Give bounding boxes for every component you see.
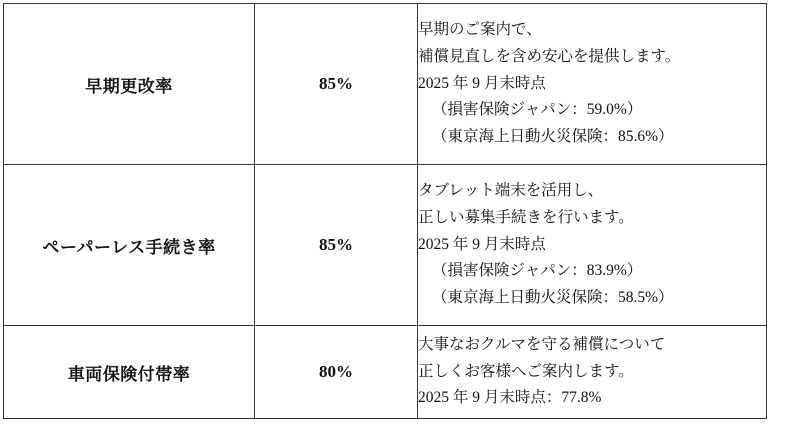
detail-line: 2025 年 9 月末時点：77.8% (418, 389, 602, 407)
metric-value: 85% (255, 165, 418, 326)
metric-value: 85% (255, 4, 418, 165)
detail-line: 大事なおクルマを守る補償について (418, 336, 666, 354)
table-row (4, 326, 767, 419)
detail-line: 2025 年 9 月末時点 (418, 235, 546, 253)
detail-line: （損害保険ジャパン：83.9%） (432, 262, 643, 280)
metric-value: 80% (255, 326, 418, 419)
metric-label: ペーパーレス手続き率 (4, 165, 255, 326)
detail-line: （損害保険ジャパン：59.0%） (432, 101, 643, 119)
detail-line: 正しくお客様へご案内します。 (418, 362, 634, 380)
metric-detail (418, 4, 767, 165)
document-page (0, 3, 791, 427)
metric-detail (418, 165, 767, 326)
metrics-table-body (4, 4, 767, 419)
metrics-table (3, 3, 767, 419)
metric-label: 車両保険付帯率 (4, 326, 255, 419)
metric-detail (418, 326, 767, 419)
detail-line: （東京海上日動火災保険：85.6%） (432, 127, 674, 145)
table-row (4, 4, 767, 165)
detail-line: 2025 年 9 月末時点 (418, 74, 546, 92)
detail-line: 補償見直しを含め安心を提供します。 (418, 48, 681, 66)
detail-line: 正しい募集手続きを行います。 (418, 209, 634, 227)
detail-line: 早期のご案内で、 (418, 21, 542, 39)
detail-line: （東京海上日動火災保険：58.5%） (432, 288, 674, 306)
metric-label: 早期更改率 (4, 4, 255, 165)
table-row (4, 165, 767, 326)
detail-line: タブレット端末を活用し、 (418, 182, 604, 200)
